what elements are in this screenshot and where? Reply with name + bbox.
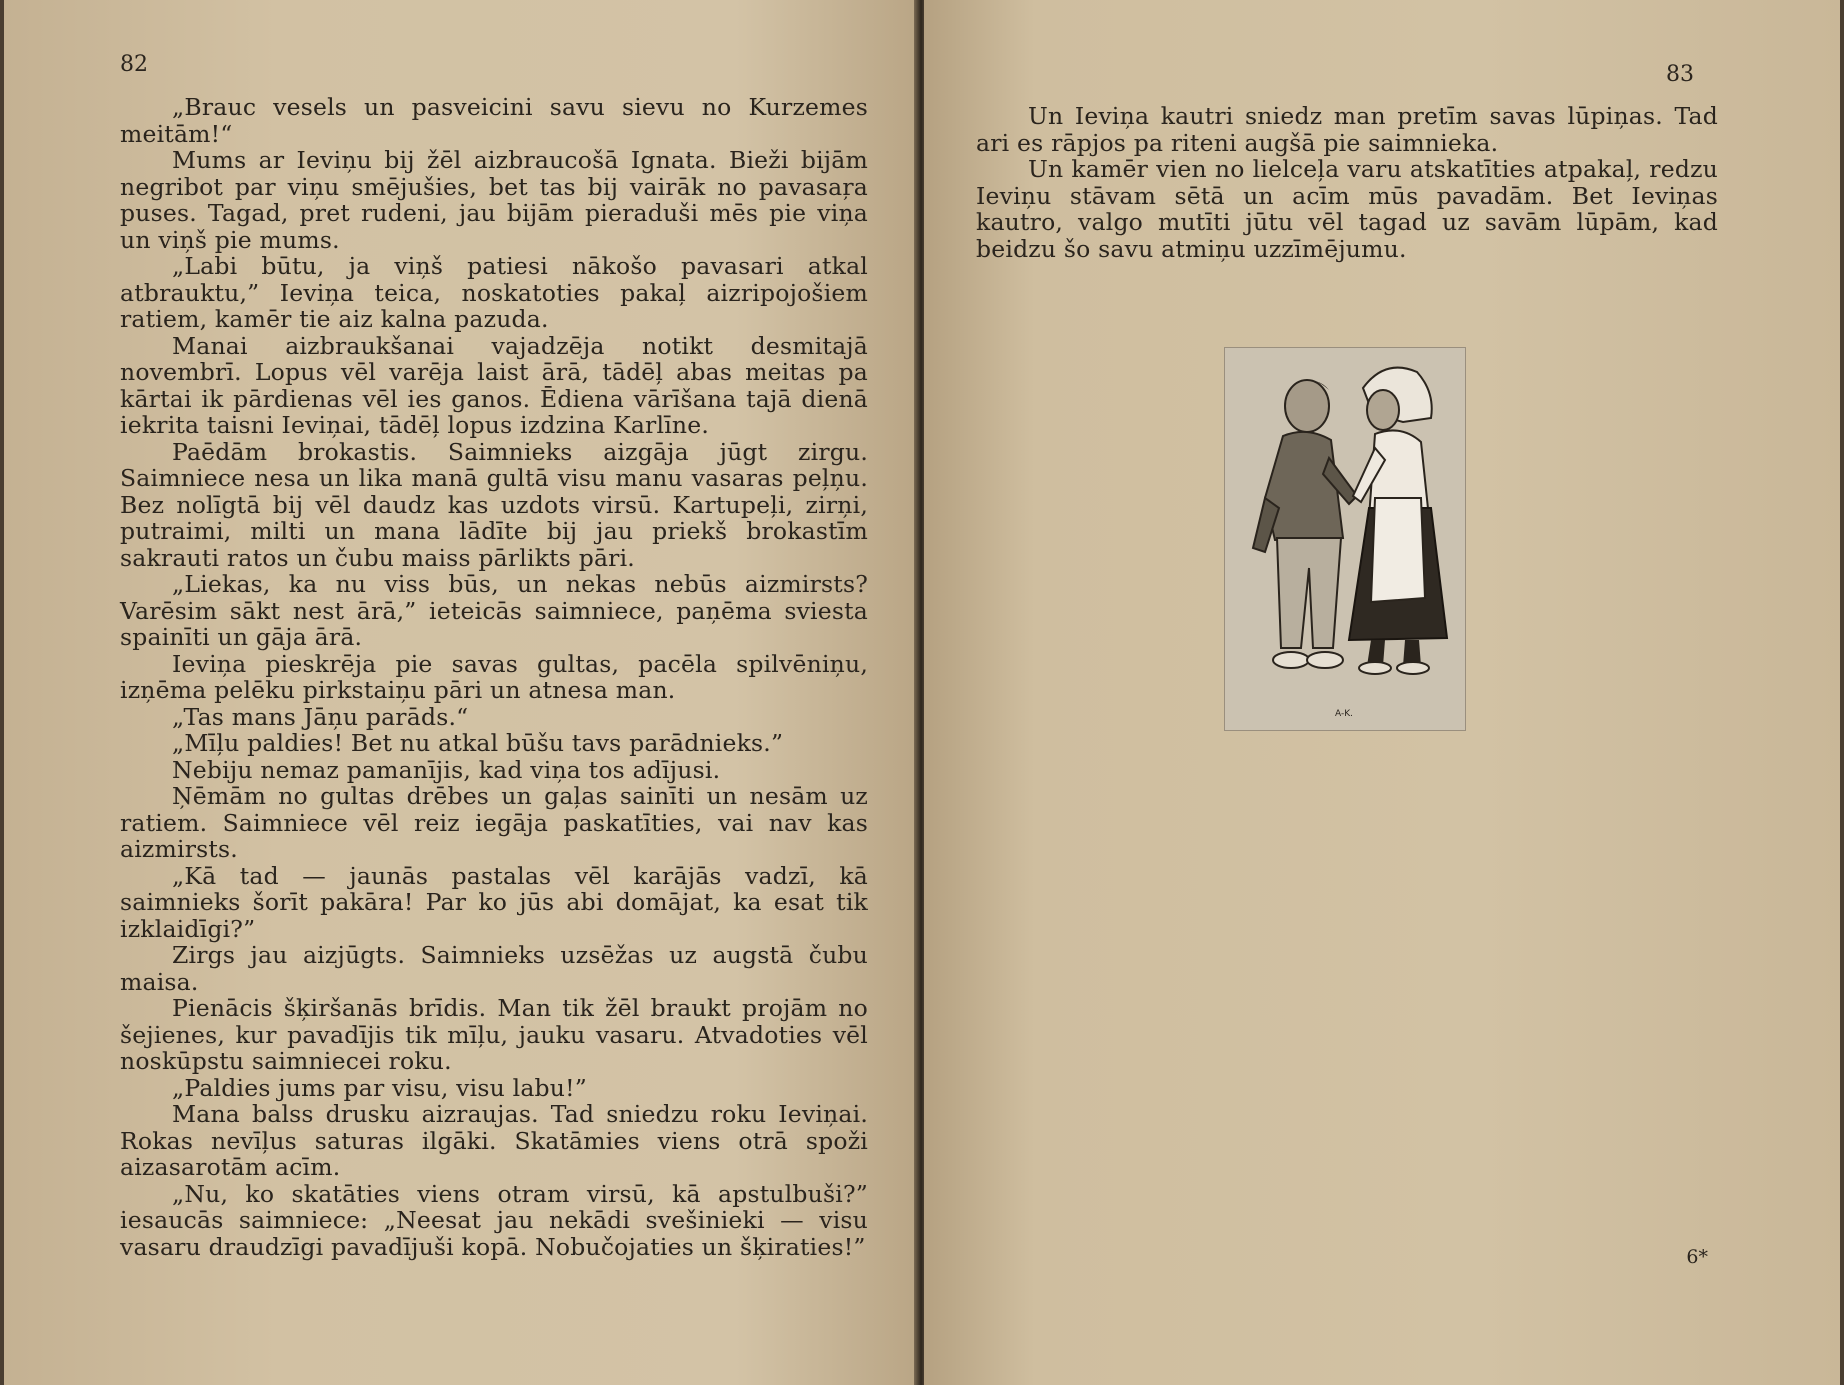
paragraph: Un Ieviņa kautri sniedz man pretīm savas lūpiņas. Tad ari es rāpjos pa riteni augšā pie saimnieka.: [976, 102, 1718, 157]
artist-initials: A-K.: [1335, 709, 1353, 719]
paragraph: Un kamēr vien no lielceļa varu atskatīties atpakaļ, redzu Ieviņu stāvam sētā un acīm mūs pavadām. Bet Ieviņas kautro, valgo mutīti jūtu vēl tagad uz savām lūpām, kad beidzu šo savu atmiņu uzzīmējumu.: [976, 155, 1718, 263]
paragraph: Manai aizbraukšanai vajadzēja notikt desmitajā novembrī. Lopus vēl varēja laist ārā, tādēļ abas meitas pa kārtai ik pārdienas vēl ies ganos. Ēdiena vārīšana tajā dienā iekrita taisni Ieviņai, tādēļ lopus izdzina Karlīne.: [120, 331, 868, 439]
page-number-right: 83: [1666, 62, 1694, 87]
right-page: [924, 0, 1844, 1385]
paragraph: „Liekas, ka nu viss būs, un nekas nebūs aizmirsts? Varēsim sākt nest ārā,” ieteicās saimniece, paņēma sviesta spainīti un gāja ārā.: [120, 570, 868, 651]
paragraph: Ieviņa pieskrēja pie savas gultas, pacēla spilvēniņu, izņēma pelēku pirkstaiņu pāri un atnesa man.: [120, 649, 868, 704]
paragraph: Zirgs jau aizjūgts. Saimnieks uzsēžas uz augstā čubu maisa.: [120, 941, 868, 996]
paragraph: „Tas mans Jāņu parāds.“: [172, 702, 469, 731]
illustration-drawing: [1225, 348, 1465, 730]
paragraph: Mums ar Ieviņu bij žēl aizbraucošā Ignata. Bieži bijām negribot par viņu smējušies, bet tas bij vairāk no pavasaŗa puses. Tagad, pret rudeni, jau bijām pieraduši mēs pie viņa un viņš pie mums.: [120, 146, 868, 254]
left-page: [0, 0, 920, 1385]
signature-mark: 6*: [1686, 1246, 1708, 1268]
paragraph: „Labi būtu, ja viņš patiesi nākošo pavasari atkal atbrauktu,” Ieviņa teica, noskatoties pakaļ aizripojošiem ratiem, kamēr tie aiz kalna pazuda.: [120, 252, 868, 333]
right-text-block: [976, 103, 1718, 262]
paragraph: Paēdām brokastis. Saimnieks aizgāja jūgt zirgu. Saimniece nesa un lika manā gultā visu manu vasaras peļņu. Bez nolīgtā bij vēl daudz kas uzdots virsū. Kartupeļi, zirņi, putraimi, milti un mana lādīte bij jau priekš brokastīm sakrauti ratos un čubu maiss pārlikts pāri.: [120, 437, 868, 572]
paragraph: Mana balss drusku aizraujas. Tad sniedzu roku Ieviņai. Rokas nevīļus saturas ilgāki. Skatāmies viens otrā spoži aizasarotām acīm.: [120, 1100, 868, 1181]
paragraph: „Nu, ko skatāties viens otram virsū, kā apstulbuši?” iesaucās saimniece: „Neesat jau nekādi svešinieki — visu vasaru draudzīgi pavadījuši kopā. Nobučojaties un šķiraties!”: [120, 1179, 868, 1261]
page-edge: [0, 0, 4, 1385]
paragraph: „Brauc vesels un pasveicini savu sievu no Kurzemes meitām!“: [120, 93, 868, 148]
left-text-block: [120, 94, 868, 1260]
paragraph: Nebiju nemaz pamanījis, kad viņa tos adījusi.: [172, 755, 721, 784]
illustration-boy-and-girl: [1224, 347, 1466, 731]
paragraph: „Kā tad — jaunās pastalas vēl karājās vadzī, kā saimnieks šorīt pakāra! Par ko jūs abi domājat, ka esat tik izklaidīgi?”: [120, 861, 868, 943]
paragraph: Pienācis šķiršanās brīdis. Man tik žēl braukt projām no šejienes, kur pavadījis tik mīļu, jauku vasaru. Atvadoties vēl noskūpstu saimniecei roku.: [120, 994, 868, 1075]
page-edge: [1840, 0, 1844, 1385]
paragraph: Ņēmām no gultas drēbes un gaļas sainīti un nesām uz ratiem. Saimniece vēl reiz iegāja paskatīties, vai nav kas aizmirsts.: [120, 782, 868, 863]
page-number-left: 82: [120, 52, 148, 77]
paragraph: „Paldies jums par visu, visu labu!”: [172, 1073, 587, 1102]
paragraph: „Mīļu paldies! Bet nu atkal būšu tavs parādnieks.”: [172, 729, 784, 757]
